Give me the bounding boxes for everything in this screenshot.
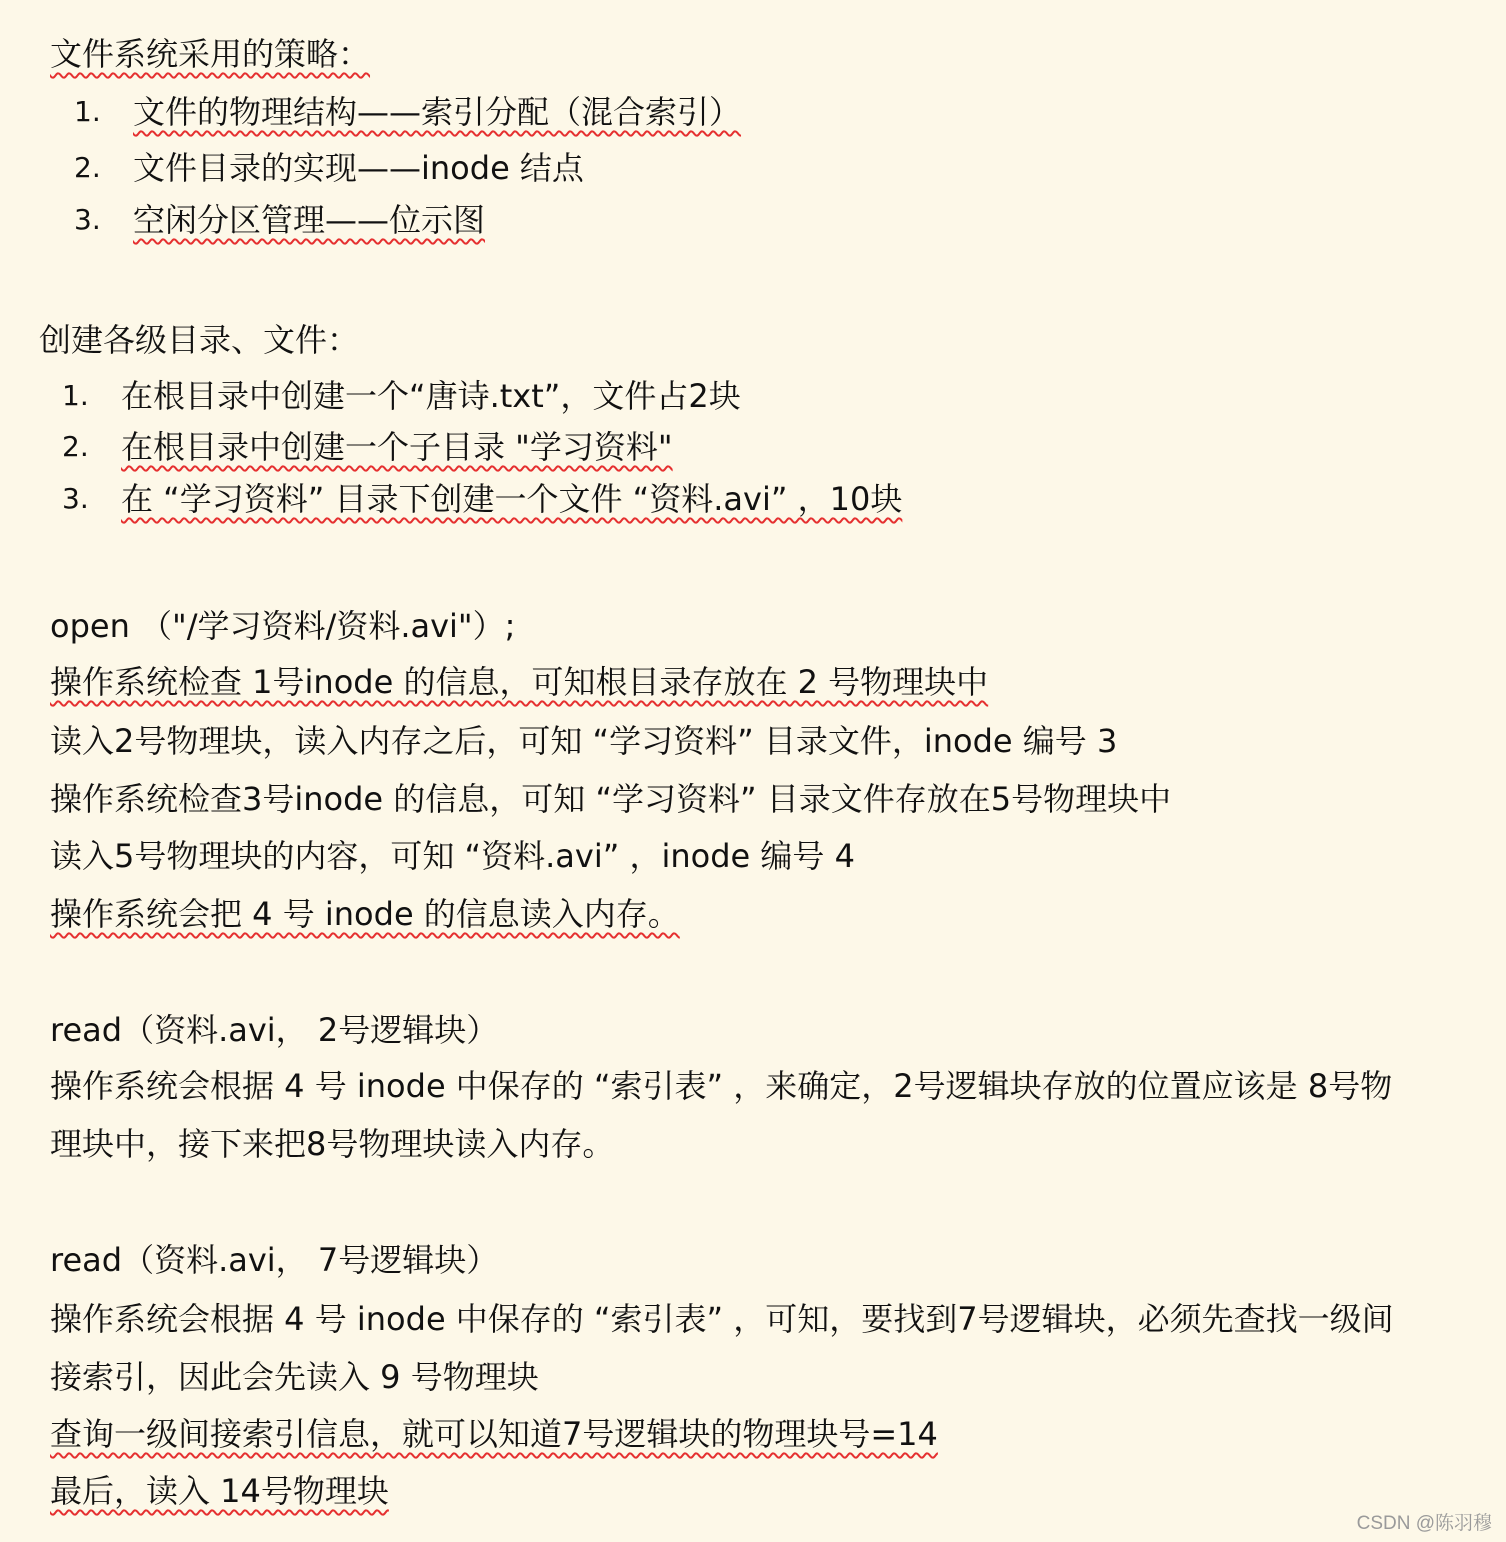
read-call-1: read（资料.avi， 2号逻辑块） (50, 1011, 499, 1049)
create-heading: 创建各级目录、文件： (39, 321, 360, 359)
read1-line-1: 操作系统会根据 4 号 inode 中保存的 “索引表” ，来确定，2号逻辑块存放的位置应该是 8号物 (50, 1067, 1393, 1105)
create-item-3-number: 3. (62, 482, 89, 515)
create-item-1-text: 在根目录中创建一个“唐诗.txt”，文件占2块 (121, 377, 741, 415)
read2-line-3: 查询一级间接索引信息，就可以知道7号逻辑块的物理块号=14 (50, 1415, 938, 1453)
strategy-item-1-number: 1. (74, 95, 101, 128)
open-line-5: 操作系统会把 4 号 inode 的信息读入内存。 (50, 895, 680, 933)
open-call: open （"/学习资料/资料.avi"）; (50, 607, 516, 645)
read1-line-2: 理块中，接下来把8号物理块读入内存。 (50, 1125, 615, 1163)
strategy-item-2-number: 2. (74, 151, 101, 184)
open-line-1: 操作系统检查 1号inode 的信息，可知根目录存放在 2 号物理块中 (50, 663, 989, 701)
read2-line-4: 最后，读入 14号物理块 (50, 1472, 389, 1510)
open-line-4: 读入5号物理块的内容，可知 “资料.avi” ，inode 编号 4 (50, 837, 855, 875)
create-item-3-text: 在 “学习资料” 目录下创建一个文件 “资料.avi” ，10块 (121, 480, 903, 518)
open-line-3: 操作系统检查3号inode 的信息，可知 “学习资料” 目录文件存放在5号物理块中 (50, 780, 1172, 818)
strategy-heading: 文件系统采用的策略： (50, 35, 371, 73)
create-item-1-number: 1. (62, 379, 89, 412)
read-call-2: read（资料.avi， 7号逻辑块） (50, 1241, 499, 1279)
open-line-2: 读入2号物理块，读入内存之后，可知 “学习资料” 目录文件，inode 编号 3 (50, 722, 1118, 760)
strategy-item-3-text: 空闲分区管理——位示图 (133, 201, 486, 239)
read2-line-1: 操作系统会根据 4 号 inode 中保存的 “索引表” ，可知，要找到7号逻辑块，必须先查找一级间 (50, 1300, 1394, 1338)
strategy-item-3-number: 3. (74, 203, 101, 236)
strategy-item-1-text: 文件的物理结构——索引分配（混合索引） (133, 93, 742, 131)
strategy-item-2-text: 文件目录的实现——inode 结点 (133, 149, 584, 187)
create-item-2-text: 在根目录中创建一个子目录 "学习资料" (121, 428, 673, 466)
csdn-watermark: CSDN @陈羽穆 (1356, 1513, 1492, 1534)
create-item-2-number: 2. (62, 430, 89, 463)
read2-line-2: 接索引，因此会先读入 9 号物理块 (50, 1358, 539, 1396)
